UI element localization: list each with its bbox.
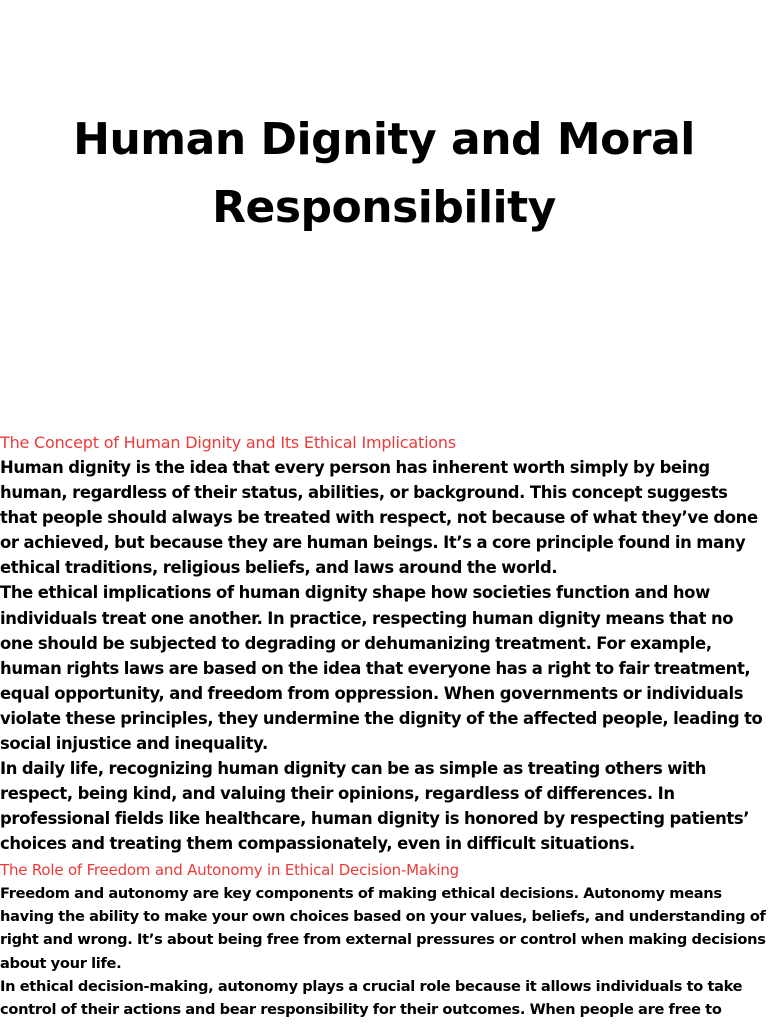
document-title xyxy=(0,106,768,242)
paragraph: In daily life, recognizing human dignity can be as simple as treating others with respect, being kind, and valuing their opinions, regardless of differences. In professional fields like healthcare, human dignity is honored by respecting patients’ choices and treating them compassionately, even in difficult situations. xyxy=(0,759,750,854)
section-freedom-autonomy xyxy=(0,859,768,1021)
paragraph: In ethical decision-making, autonomy plays a crucial role because it allows individuals to take control of their actions and bear responsibility for their outcomes. When people are free to xyxy=(0,977,743,1019)
paragraph: The ethical implications of human dignity shape how societies function and how individuals treat one another. In practice, respecting human dignity means that no one should be subjected to degrading or dehumanizing treatment. For example, human rights laws are based on the idea that everyone has a right to fair treatment, equal opportunity, and freedom from oppression. When governments or individuals violate these principles, they undermine the dignity of the affected people, leading to social injustice and inequality. xyxy=(0,583,763,754)
section-heading: The Concept of Human Dignity and Its Ethical Implications xyxy=(0,433,456,452)
section-human-dignity xyxy=(0,430,768,857)
paragraph: Human dignity is the idea that every person has inherent worth simply by being human, regardless of their status, abilities, or background. This concept suggests that people should always be treated with respect, not because of what they’ve done or achieved, but because they are human beings. It’s a core principle found in many ethical traditions, religious beliefs, and laws around the world. xyxy=(0,458,758,578)
title-line-2: Responsibility xyxy=(212,182,556,233)
paragraph: Freedom and autonomy are key components of making ethical decisions. Autonomy means having the ability to make your own choices based on your values, beliefs, and understanding of right and wrong. It’s about being free from external pressures or control when making decisions about your life. xyxy=(0,885,766,972)
section-heading: The Role of Freedom and Autonomy in Ethical Decision-Making xyxy=(0,861,459,879)
title-line-1: Human Dignity and Moral xyxy=(73,114,695,165)
